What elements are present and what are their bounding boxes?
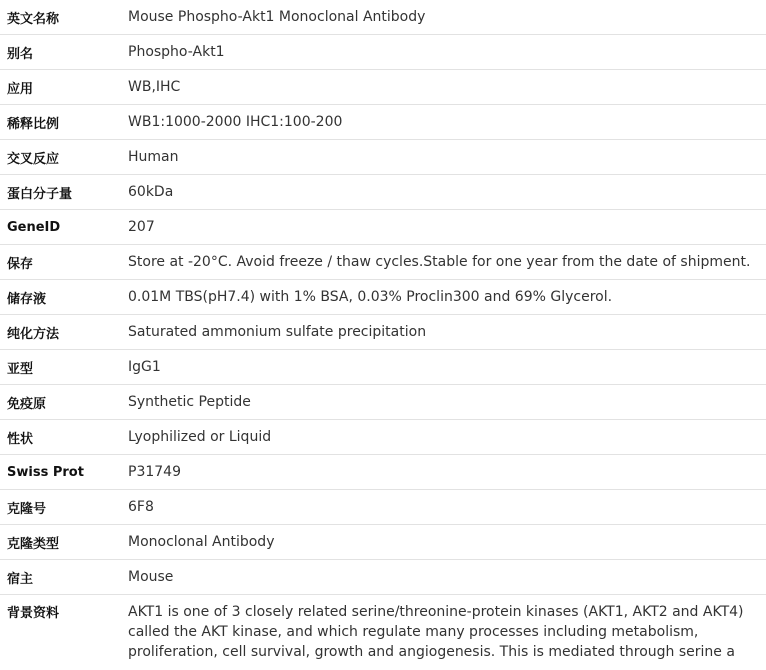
row-label: 稀释比例 bbox=[0, 105, 121, 140]
table-row-storage-buffer bbox=[0, 280, 766, 315]
table-row-clone-number bbox=[0, 490, 766, 525]
row-label: 别名 bbox=[0, 35, 121, 70]
row-label: 免疫原 bbox=[0, 385, 121, 420]
table-row-background bbox=[0, 595, 766, 663]
row-label: 应用 bbox=[0, 70, 121, 105]
row-value: 207 bbox=[121, 210, 766, 245]
row-value: Mouse bbox=[121, 560, 766, 595]
table-row-form bbox=[0, 420, 766, 455]
row-label: 保存 bbox=[0, 245, 121, 280]
row-value: Synthetic Peptide bbox=[121, 385, 766, 420]
row-value: Phospho-Akt1 bbox=[121, 35, 766, 70]
row-value: 60kDa bbox=[121, 175, 766, 210]
table-row-english-name bbox=[0, 0, 766, 35]
table-row-molecular-weight bbox=[0, 175, 766, 210]
table-row-isotype bbox=[0, 350, 766, 385]
row-value: Lyophilized or Liquid bbox=[121, 420, 766, 455]
row-value: 6F8 bbox=[121, 490, 766, 525]
row-label: 英文名称 bbox=[0, 0, 121, 35]
row-label: 交叉反应 bbox=[0, 140, 121, 175]
row-label: GeneID bbox=[0, 210, 121, 245]
table-row-clonality bbox=[0, 525, 766, 560]
row-label: 储存液 bbox=[0, 280, 121, 315]
row-value: Mouse Phospho-Akt1 Monoclonal Antibody bbox=[121, 0, 766, 35]
table-row-alias bbox=[0, 35, 766, 70]
table-row-application bbox=[0, 70, 766, 105]
row-value: Monoclonal Antibody bbox=[121, 525, 766, 560]
row-label: 性状 bbox=[0, 420, 121, 455]
table-row-swiss-prot bbox=[0, 455, 766, 490]
table-row-cross-reactivity bbox=[0, 140, 766, 175]
table-row-immunogen bbox=[0, 385, 766, 420]
row-label: 克隆类型 bbox=[0, 525, 121, 560]
row-value: Store at -20°C. Avoid freeze / thaw cycles.Stable for one year from the date of shipment. bbox=[121, 245, 766, 280]
row-value: IgG1 bbox=[121, 350, 766, 385]
row-value: 0.01M TBS(pH7.4) with 1% BSA, 0.03% Proclin300 and 69% Glycerol. bbox=[121, 280, 766, 315]
table-row-storage bbox=[0, 245, 766, 280]
row-label: 亚型 bbox=[0, 350, 121, 385]
row-value: Human bbox=[121, 140, 766, 175]
row-value: AKT1 is one of 3 closely related serine/threonine-protein kinases (AKT1, AKT2 and AKT4) called the AKT kinase, and which regulate many processes including metabolism, proliferation, cell survival, growth and angiogenesis. This is mediated through serine a bbox=[128, 604, 744, 660]
row-label: 宿主 bbox=[0, 560, 121, 595]
row-label: 背景资料 bbox=[7, 606, 60, 621]
table-row-host bbox=[0, 560, 766, 595]
row-value: WB1:1000-2000 IHC1:100-200 bbox=[121, 105, 766, 140]
row-label: 纯化方法 bbox=[0, 315, 121, 350]
table-row-gene-id bbox=[0, 210, 766, 245]
row-label: 蛋白分子量 bbox=[0, 175, 121, 210]
row-label: Swiss Prot bbox=[0, 455, 121, 490]
row-value: Saturated ammonium sulfate precipitation bbox=[121, 315, 766, 350]
row-label: 克隆号 bbox=[0, 490, 121, 525]
table-row-dilution bbox=[0, 105, 766, 140]
row-value: P31749 bbox=[121, 455, 766, 490]
table-row-purification bbox=[0, 315, 766, 350]
row-value: WB,IHC bbox=[121, 70, 766, 105]
